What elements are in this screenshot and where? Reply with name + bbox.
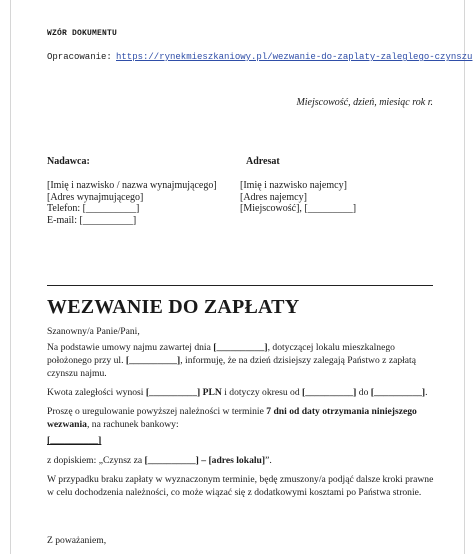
period-to-blank: [__________] bbox=[370, 387, 426, 398]
source-link[interactable]: https://rynekmieszkaniowy.pl/wezwanie-do-zaplaty-zaleglego-czynszu bbox=[116, 52, 473, 62]
recipient-heading: Adresat bbox=[246, 156, 280, 167]
bank-account-blank: [__________] bbox=[47, 435, 102, 446]
recipient-name: [Imię i nazwisko najemcy] bbox=[240, 180, 347, 191]
paragraph-consequences: W przypadku braku zapłaty w wyznaczonym terminie, będę zmuszony/a podjąć dalsze kroki prawne w celu dochodzenia należności, co może wiązać się z dodatkowymi kosztami po Państwa stronie. bbox=[47, 474, 434, 498]
sender-block bbox=[47, 180, 217, 226]
paragraph-payment-request: Proszę o uregulowanie powyższej należności w terminie 7 dni od daty otrzymania niniejszego wezwania, na rachunek bankowy: bbox=[47, 406, 417, 430]
property-address-blank: [adres lokalu] bbox=[208, 455, 266, 466]
closing: Z poważaniem, bbox=[47, 535, 107, 546]
agreement-date-blank: [__________] bbox=[213, 342, 268, 353]
rent-period-blank: [__________] bbox=[144, 455, 199, 466]
sender-name: [Imię i nazwisko / nazwa wynajmującego] bbox=[47, 180, 217, 191]
place-date: Miejscowość, dzień, miesiąc rok r. bbox=[296, 97, 433, 108]
recipient-address: [Adres najemcy] bbox=[240, 191, 307, 203]
sender-heading: Nadawca: bbox=[47, 156, 90, 167]
amount-blank: [__________] PLN bbox=[145, 387, 222, 398]
street-blank: [__________] bbox=[125, 355, 181, 366]
recipient-block bbox=[240, 180, 356, 215]
template-tag: WZÓR DOKUMENTU bbox=[47, 29, 118, 38]
period-from-blank: [__________] bbox=[302, 387, 357, 398]
recipient-city: [Miejscowość], [_________] bbox=[240, 203, 357, 214]
paragraph-agreement: Na podstawie umowy najmu zawartej dnia [__________], dotyczącej lokalu mieszkalnego położonego przy ul. [__________], informuję, że na dzień dzisiejszy zalegają Państwo z zapłatą czynszu najmu. bbox=[47, 342, 416, 379]
horizontal-rule bbox=[47, 285, 433, 286]
deadline-text: 7 dni od daty otrzymania niniejszego wezwania bbox=[47, 406, 417, 430]
document-page bbox=[10, 0, 473, 554]
source-label: Opracowanie: bbox=[47, 52, 112, 62]
document-title: WEZWANIE DO ZAPŁATY bbox=[47, 296, 300, 318]
greeting: Szanowny/a Panie/Pani, bbox=[47, 326, 140, 337]
sender-phone: Telefon: [__________] bbox=[47, 203, 140, 214]
sender-address: [Adres wynajmującego] bbox=[47, 191, 144, 203]
sender-email: E-mail: [__________] bbox=[47, 214, 137, 226]
paragraph-amount: Kwota zaległości wynosi [__________] PLN i dotyczy okresu od [__________] do [__________]. bbox=[47, 387, 428, 398]
paragraph-transfer-title: z dopiskiem: „Czynsz za [__________] – [adres lokalu]”. bbox=[47, 455, 272, 466]
